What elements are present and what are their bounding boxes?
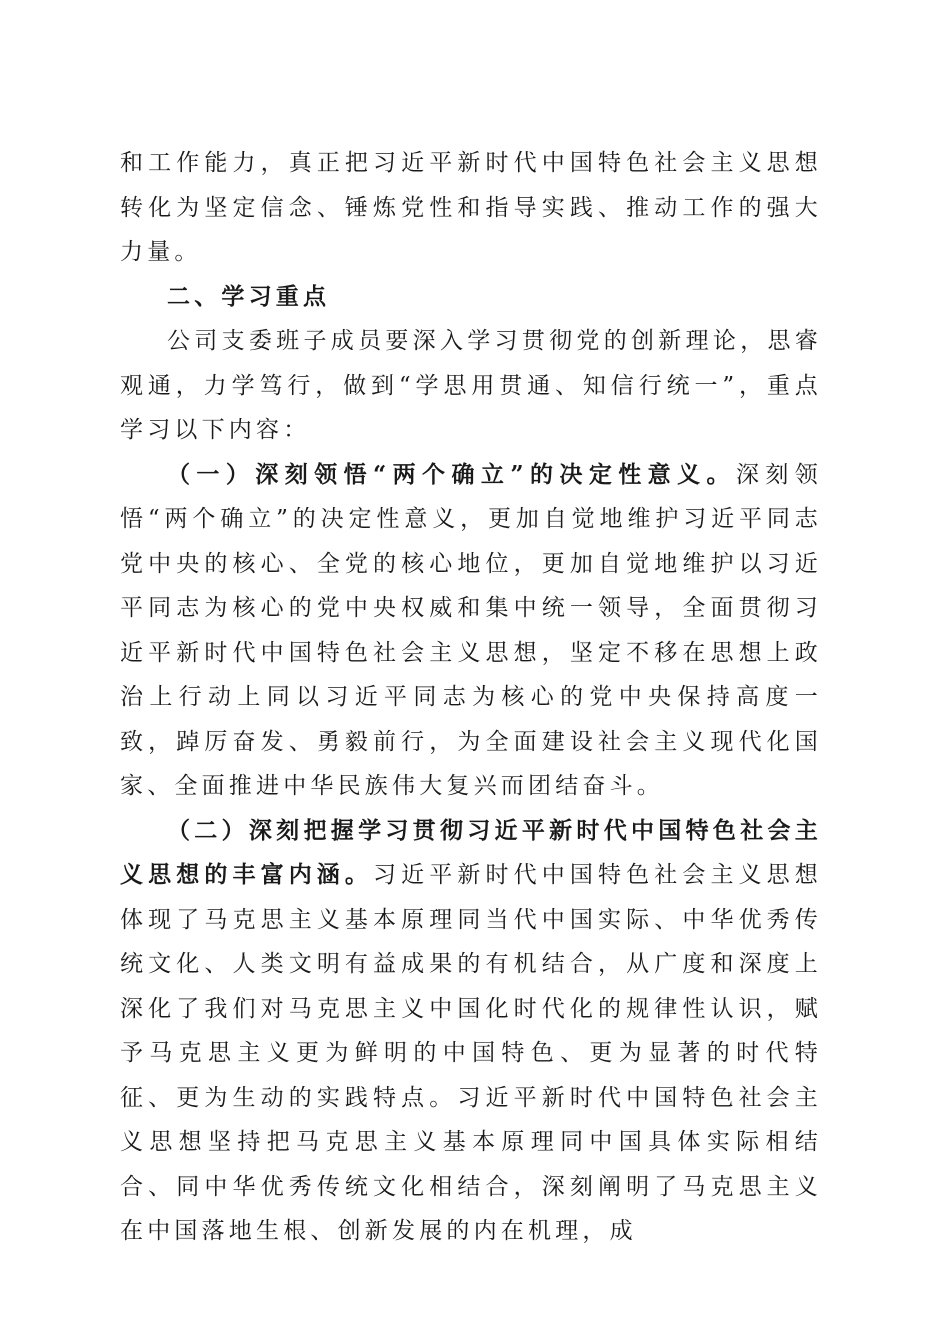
item-one-lead: （一）深刻领悟“两个确立”的决定性意义。	[167, 460, 736, 488]
section-two-heading: 二、学习重点	[167, 283, 331, 310]
item-two-paragraph	[120, 809, 822, 1254]
item-one-body: 深刻领悟“两个确立”的决定性意义，更加自觉地维护习近平同志党中央的核心、全党的核心地位，更加自觉地维护以习近平同志为核心的党中央权威和集中统一领导，全面贯彻习近平新时代中国特色社会主义思想，坚定不移在思想上政治上行动上同以习近平同志为核心的党中央保持高度一致，踔厉奋发、勇毅前行，为全面建设社会主义现代化国家、全面推进中华民族伟大复兴而团结奋斗。	[120, 461, 822, 799]
item-two-lead: （二）深刻把握学习贯彻习近平新时代中国特色社会主义思想的丰富内涵。	[120, 816, 822, 888]
intro-continuation-paragraph: 和工作能力，真正把习近平新时代中国特色社会主义思想转化为坚定信念、锤炼党性和指导实践、推动工作的强大力量。	[120, 150, 822, 265]
item-one-paragraph	[120, 453, 822, 809]
document-page	[120, 141, 822, 1254]
section-two-intro-paragraph: 公司支委班子成员要深入学习贯彻党的创新理论，思睿观通，力学笃行，做到“学思用贯通、知信行统一”，重点学习以下内容：	[120, 328, 822, 443]
item-two-body: 习近平新时代中国特色社会主义思想体现了马克思主义基本原理同当代中国实际、中华优秀传统文化、人类文明有益成果的有机结合，从广度和深度上深化了我们对马克思主义中国化时代化的规律性认识，赋予马克思主义更为鲜明的中国特色、更为显著的时代特征、更为生动的实践特点。习近平新时代中国特色社会主义思想坚持把马克思主义基本原理同中国具体实际相结合、同中华优秀传统文化相结合，深刻阐明了马克思主义在中国落地生根、创新发展的内在机理，成	[120, 862, 822, 1244]
